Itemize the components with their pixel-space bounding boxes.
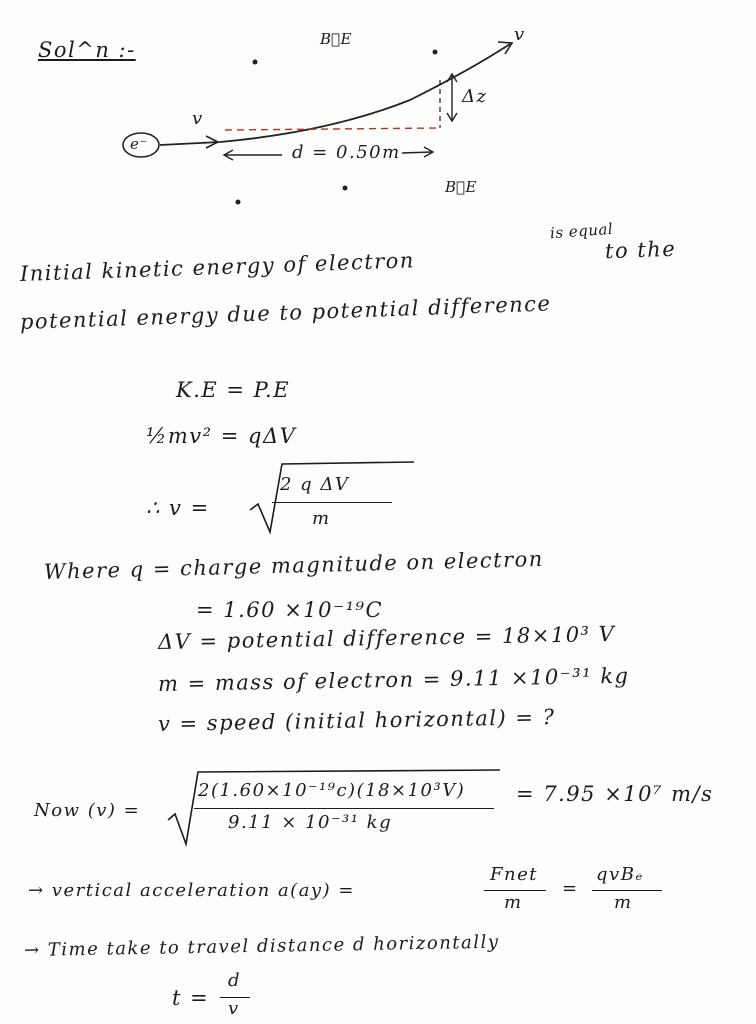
acceleration-equals: = xyxy=(562,878,579,899)
acceleration-lhs: → vertical acceleration a(ay) = xyxy=(28,880,355,901)
dashed-reference xyxy=(225,128,440,130)
insert-note: is equal xyxy=(549,219,614,243)
sqrt-sign-1 xyxy=(248,460,418,536)
time-line: → Time take to travel distance d horizontally xyxy=(23,931,500,961)
equation-v-numerator: 2 q ΔV xyxy=(280,474,350,495)
b-field-top-label: B⃗E xyxy=(320,30,352,48)
field-dots xyxy=(236,50,438,205)
time-numerator: d xyxy=(228,970,242,991)
q-value: = 1.60 ×10⁻¹⁹C xyxy=(196,598,384,622)
mass-line: m = mass of electron = 9.11 ×10⁻³¹ kg xyxy=(157,663,630,696)
sqrt-sign-2 xyxy=(166,766,506,848)
where-q: Where q = charge magnitude on electron xyxy=(43,546,545,584)
equation-ke-pe: K.E = P.E xyxy=(176,378,291,402)
velocity-out-label: v xyxy=(514,24,526,45)
electron-label: e⁻ xyxy=(130,135,148,153)
now-v-numerator: 2(1.60×10⁻¹⁹c)(18×10³V) xyxy=(198,780,466,801)
now-v-denominator: 9.11 × 10⁻³¹ kg xyxy=(228,812,393,833)
acceleration-fnet-den: m xyxy=(504,892,523,913)
text-line-1b: to the xyxy=(604,236,677,264)
equation-half-mv2: ½mv² = qΔV xyxy=(146,424,297,448)
time-lhs: t = xyxy=(172,986,210,1010)
equation-v-denominator: m xyxy=(312,508,331,529)
velocity-in-label: v xyxy=(192,108,204,129)
equation-v-lhs: ∴ v = xyxy=(146,496,210,520)
now-v-result: = 7.95 ×10⁷ m/s xyxy=(516,782,714,806)
acceleration-qvb: qvBₑ xyxy=(596,864,644,885)
electron-deflection-diagram xyxy=(0,0,756,243)
solution-heading: Sol^n :- xyxy=(38,38,136,62)
acceleration-fnet: Fnet xyxy=(490,864,538,885)
time-denominator: v xyxy=(228,998,240,1019)
speed-line: v = speed (initial horizontal) = ? xyxy=(157,705,556,736)
acceleration-qvb-den: m xyxy=(614,892,633,913)
electron-path xyxy=(160,44,510,145)
delta-z-label: Δz xyxy=(462,86,488,107)
text-line-2: potential energy due to potential difference xyxy=(19,291,552,334)
now-v-lhs: Now (v) = xyxy=(34,800,141,821)
text-line-1a: Initial kinetic energy of electron xyxy=(19,248,416,286)
b-field-bottom-label: B⃗E xyxy=(445,178,477,196)
distance-label: d = 0.50m xyxy=(292,142,401,163)
delta-v-line: ΔV = potential difference = 18×10³ V xyxy=(157,622,616,654)
